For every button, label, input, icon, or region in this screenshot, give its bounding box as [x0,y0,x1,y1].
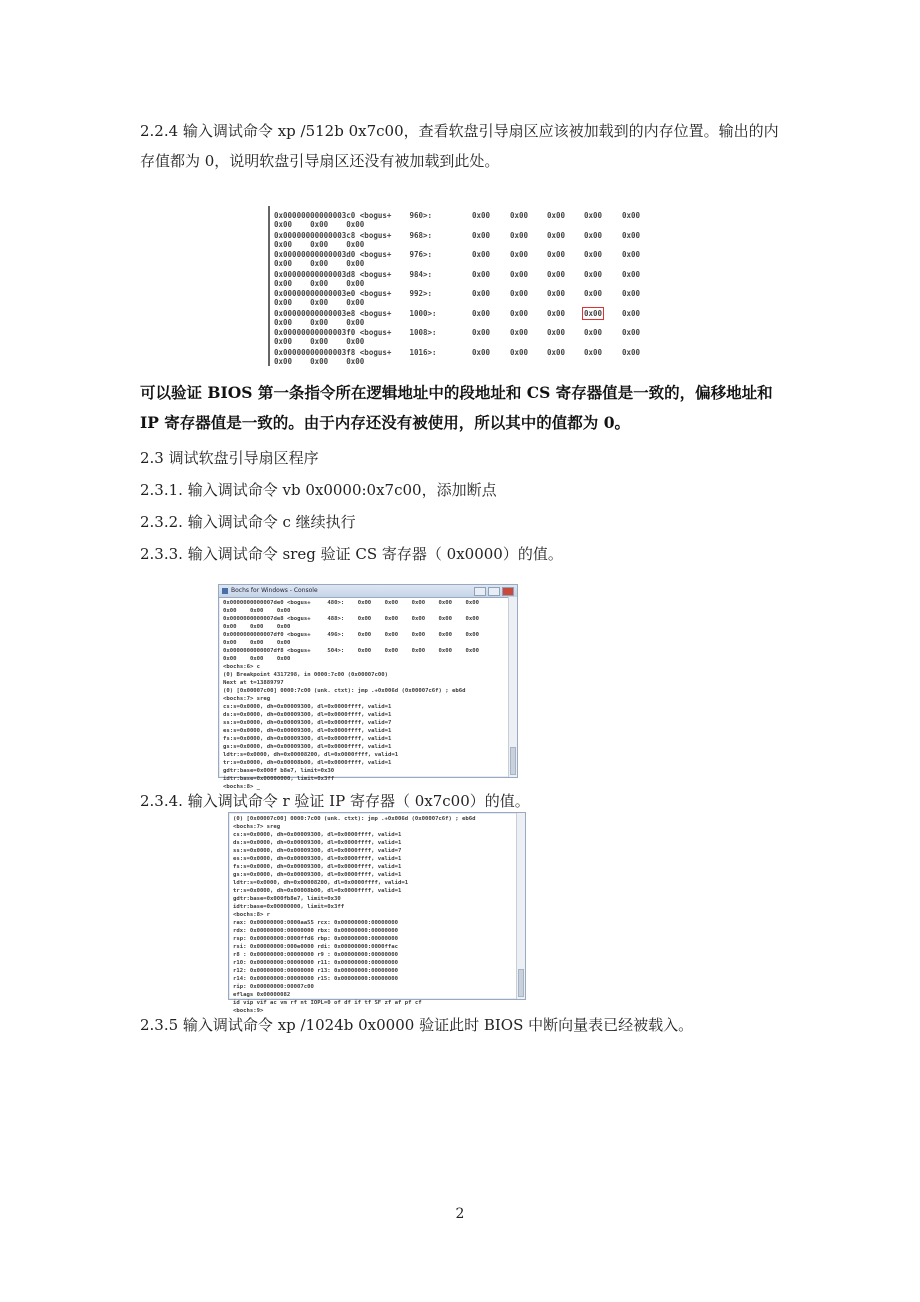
dump-byte: 0x00 [472,211,491,220]
dump-byte: 0x00 [472,289,491,298]
dump-byte: 0x00 [510,211,529,220]
memory-dump-row [274,229,642,248]
memory-dump-row [274,209,642,228]
dump-byte: 0x00 [510,347,529,357]
dump-address: 0x00000000000003d8 <bogus+ 984>: [274,269,433,279]
dump-byte: 0x00 [510,308,529,318]
dump-byte: 0x00 [510,230,529,240]
memory-dump-row [274,326,642,345]
bochs-console-window [218,584,518,790]
dump-byte: 0x00 [472,230,491,240]
dump-byte: 0x00 [622,250,641,259]
dump-byte: 0x00 [472,308,491,318]
dump-address: 0x00000000000003f0 <bogus+ 1008>: [274,328,437,337]
step-2-3-2: 2.3.2. 输入调试命令 c 继续执行 [140,513,356,531]
dump-address: 0x00000000000003c0 <bogus+ 960>: [274,211,433,220]
close-button[interactable] [502,587,514,596]
dump-tail: 0x00 0x00 0x00 [274,298,365,307]
dump-byte: 0x00 [622,289,641,298]
dump-byte: 0x00 [547,328,566,337]
dump-byte: 0x00 [547,211,566,220]
scrollbar2-thumb[interactable] [518,969,524,997]
dump-byte: 0x00 [547,230,566,240]
dump-tail: 0x00 0x00 0x00 [274,356,365,366]
step-2-3-4: 2.3.4. 输入调试命令 r 验证 IP 寄存器（ 0x7c00）的值。 [140,792,530,810]
memory-dump-screenshot [268,206,642,366]
dump-byte: 0x00 [472,328,491,337]
dump-byte: 0x00 [472,250,491,259]
dump-byte: 0x00 [622,269,641,279]
dump-byte: 0x00 [622,211,641,220]
console-output: 0x0000000000007de0 <bogus+ 480>: 0x00 0x00 0x00 0x00 0x00 0x00 0x00 0x00 0x0000000000007de8 <bogus+ 488>: 0x00 0x00 0x00 0x00 0x00 0x00 0x00 0x00 0x0000000000007df0 <bogus+ 496>: 0x00 0x00 0x00 0x00 0x00 0x00 0x00 0x00 0x0000000000007df8 <bogus+ 504>: 0x00 0x00 0x00 0x00 0x00 0x00 0x00 0x00 <bochs:6> c (0) Breakpoint 4317298, in 0000:7c00 (0x00007c00) Next at t=13889797 (0) [0x00007c00] 0000:7c00 (unk. ctxt): jmp .+0x006d (0x00007c6f) ; eb6d <bochs:7> sreg cs:s=0x0000, dh=0x00009300, dl=0x0000ffff, valid=1 ds:s=0x0000, dh=0x00009300, dl=0x0000ffff, valid=1 ss:s=0x0000, dh=0x00009300, dl=0x0000ffff, valid=7 es:s=0x0000, dh=0x00009300, dl=0x0000ffff, valid=1 fs:s=0x0000, dh=0x00009300, dl=0x0000ffff, valid=1 gs:s=0x0000, dh=0x00009300, dl=0x0000ffff, valid=1 ldtr:s=0x0000, dh=0x00008200, dl=0x0000ffff, valid=1 tr:s=0x0000, dh=0x00008b00, dl=0x0000ffff, valid=1 gdtr:base=0x000f b8e7, limit=0x30 idtr:base=0x00000000, limit=0x3ff <bochs:8> _ [223,600,479,790]
dump-tail: 0x00 0x00 0x00 [274,239,365,249]
page-number: 2 [455,1206,465,1222]
dump-tail: 0x00 0x00 0x00 [274,317,365,327]
dump-tail: 0x00 0x00 0x00 [274,220,365,229]
dump-byte: 0x00 [510,328,529,337]
minimize-button[interactable] [474,587,486,596]
console-title: Bochs for Windows - Console [231,587,318,594]
dump-byte: 0x00 [584,347,603,357]
dump-byte: 0x00 [510,289,529,298]
dump-byte: 0x00 [584,230,603,240]
paragraph-2-2-4: 2.2.4 输入调试命令 xp /512b 0x7c00，查看软盘引导扇区应该被加载到的内存位置。输出的内存值都为 0，说明软盘引导扇区还没有被加载到此处。 [140,122,779,170]
dump-byte: 0x00 [547,289,566,298]
dump-byte: 0x00 [472,347,491,357]
step-2-3-5: 2.3.5 输入调试命令 xp /1024b 0x0000 验证此时 BIOS 中断向量表已经被载入。 [140,1016,694,1034]
dump-address: 0x00000000000003c8 <bogus+ 968>: [274,230,433,240]
bochs-console-register-window [228,812,526,1014]
dump-address: 0x00000000000003d0 <bogus+ 976>: [274,250,433,259]
memory-dump-row [274,268,642,287]
step-2-3-1: 2.3.1. 输入调试命令 vb 0x0000:0x7c00，添加断点 [140,481,497,499]
dump-byte: 0x00 [547,269,566,279]
dump-address: 0x00000000000003e0 <bogus+ 992>: [274,289,433,298]
memory-dump-row [274,307,642,326]
dump-byte: 0x00 [547,250,566,259]
dump-address: 0x00000000000003f8 <bogus+ 1016>: [274,347,437,357]
dump-byte: 0x00 [584,289,603,298]
heading-2-3: 2.3 调试软盘引导扇区程序 [140,449,319,467]
console-titlebar [219,585,517,598]
dump-address: 0x00000000000003e8 <bogus+ 1000>: [274,308,437,318]
memory-dump-row [274,248,642,267]
dump-byte: 0x00 [622,230,641,240]
dump-byte: 0x00 [584,269,603,279]
memory-dump-row [274,346,642,365]
dump-tail: 0x00 0x00 0x00 [274,259,365,268]
dump-byte: 0x00 [622,328,641,337]
dump-byte: 0x00 [472,269,491,279]
dump-byte: 0x00 [547,308,566,318]
scrollbar-thumb[interactable] [510,747,516,775]
dump-byte: 0x00 [584,211,603,220]
console2-scrollbar[interactable] [516,813,525,999]
app-icon [222,588,228,594]
maximize-button[interactable] [488,587,500,596]
dump-byte: 0x00 [622,347,641,357]
dump-byte: 0x00 [510,250,529,259]
dump-byte: 0x00 [510,269,529,279]
dump-byte: 0x00 [622,308,641,318]
memory-dump-row [274,287,642,306]
dump-byte: 0x00 [584,328,603,337]
dump-byte: 0x00 [584,308,603,318]
bold-conclusion: 可以验证 BIOS 第一条指令所在逻辑地址中的段地址和 CS 寄存器值是一致的，偏移地址和 IP 寄存器值是一致的。由于内存还没有被使用，所以其中的值都为 0。 [140,383,779,432]
dump-tail: 0x00 0x00 0x00 [274,337,365,346]
dump-byte: 0x00 [584,250,603,259]
step-2-3-3: 2.3.3. 输入调试命令 sreg 验证 CS 寄存器（ 0x0000）的值。 [140,545,563,563]
console-scrollbar[interactable] [508,597,517,777]
dump-tail: 0x00 0x00 0x00 [274,278,365,288]
dump-byte: 0x00 [547,347,566,357]
console-register-output: (0) [0x00007c00] 0000:7c00 (unk. ctxt): jmp .+0x006d (0x00007c6f) ; eb6d <bochs:7> sreg cs:s=0x0000, dh=0x00009300, dl=0x0000ffff, valid=1 ds:s=0x0000, dh=0x00009300, dl=0x0000ffff, valid=1 ss:s=0x0000, dh=0x00009300, dl=0x0000ffff, valid=7 es:s=0x0000, dh=0x00009300, dl=0x0000ffff, valid=1 fs:s=0x0000, dh=0x00009300, dl=0x0000ffff, valid=1 gs:s=0x0000, dh=0x00009300, dl=0x0000ffff, valid=1 ldtr:s=0x0000, dh=0x00008200, dl=0x0000ffff, valid=1 tr:s=0x0000, dh=0x00008b00, dl=0x0000ffff, valid=1 gdtr:base=0x000fb8e7, limit=0x30 idtr:base=0x00000000, limit=0x3ff <bochs:8> r rax: 0x00000000:0000aa55 rcx: 0x00000000:00000000 rdx: 0x00000000:00000000 rbx: 0x00000000:00000000 rsp: 0x00000000:0000ffd6 rbp: 0x00000000:00000000 rsi: 0x00000000:000e0000 rdi: 0x00000000:0000ffac r8 : 0x00000000:00000000 r9 : 0x00000000:00000000 r10: 0x00000000:00000000 r11: 0x00000000:00000000 r12: 0x00000000:00000000 r13: 0x00000000:00000000 r14: 0x00000000:00000000 r15: 0x00000000:00000000 rip: 0x00000000:00007c00 eflags 0x00000082 id vip vif ac vm rf nt IOPL=0 of df if tf SF zf af pf cf <bochs:9> [233,816,476,1014]
